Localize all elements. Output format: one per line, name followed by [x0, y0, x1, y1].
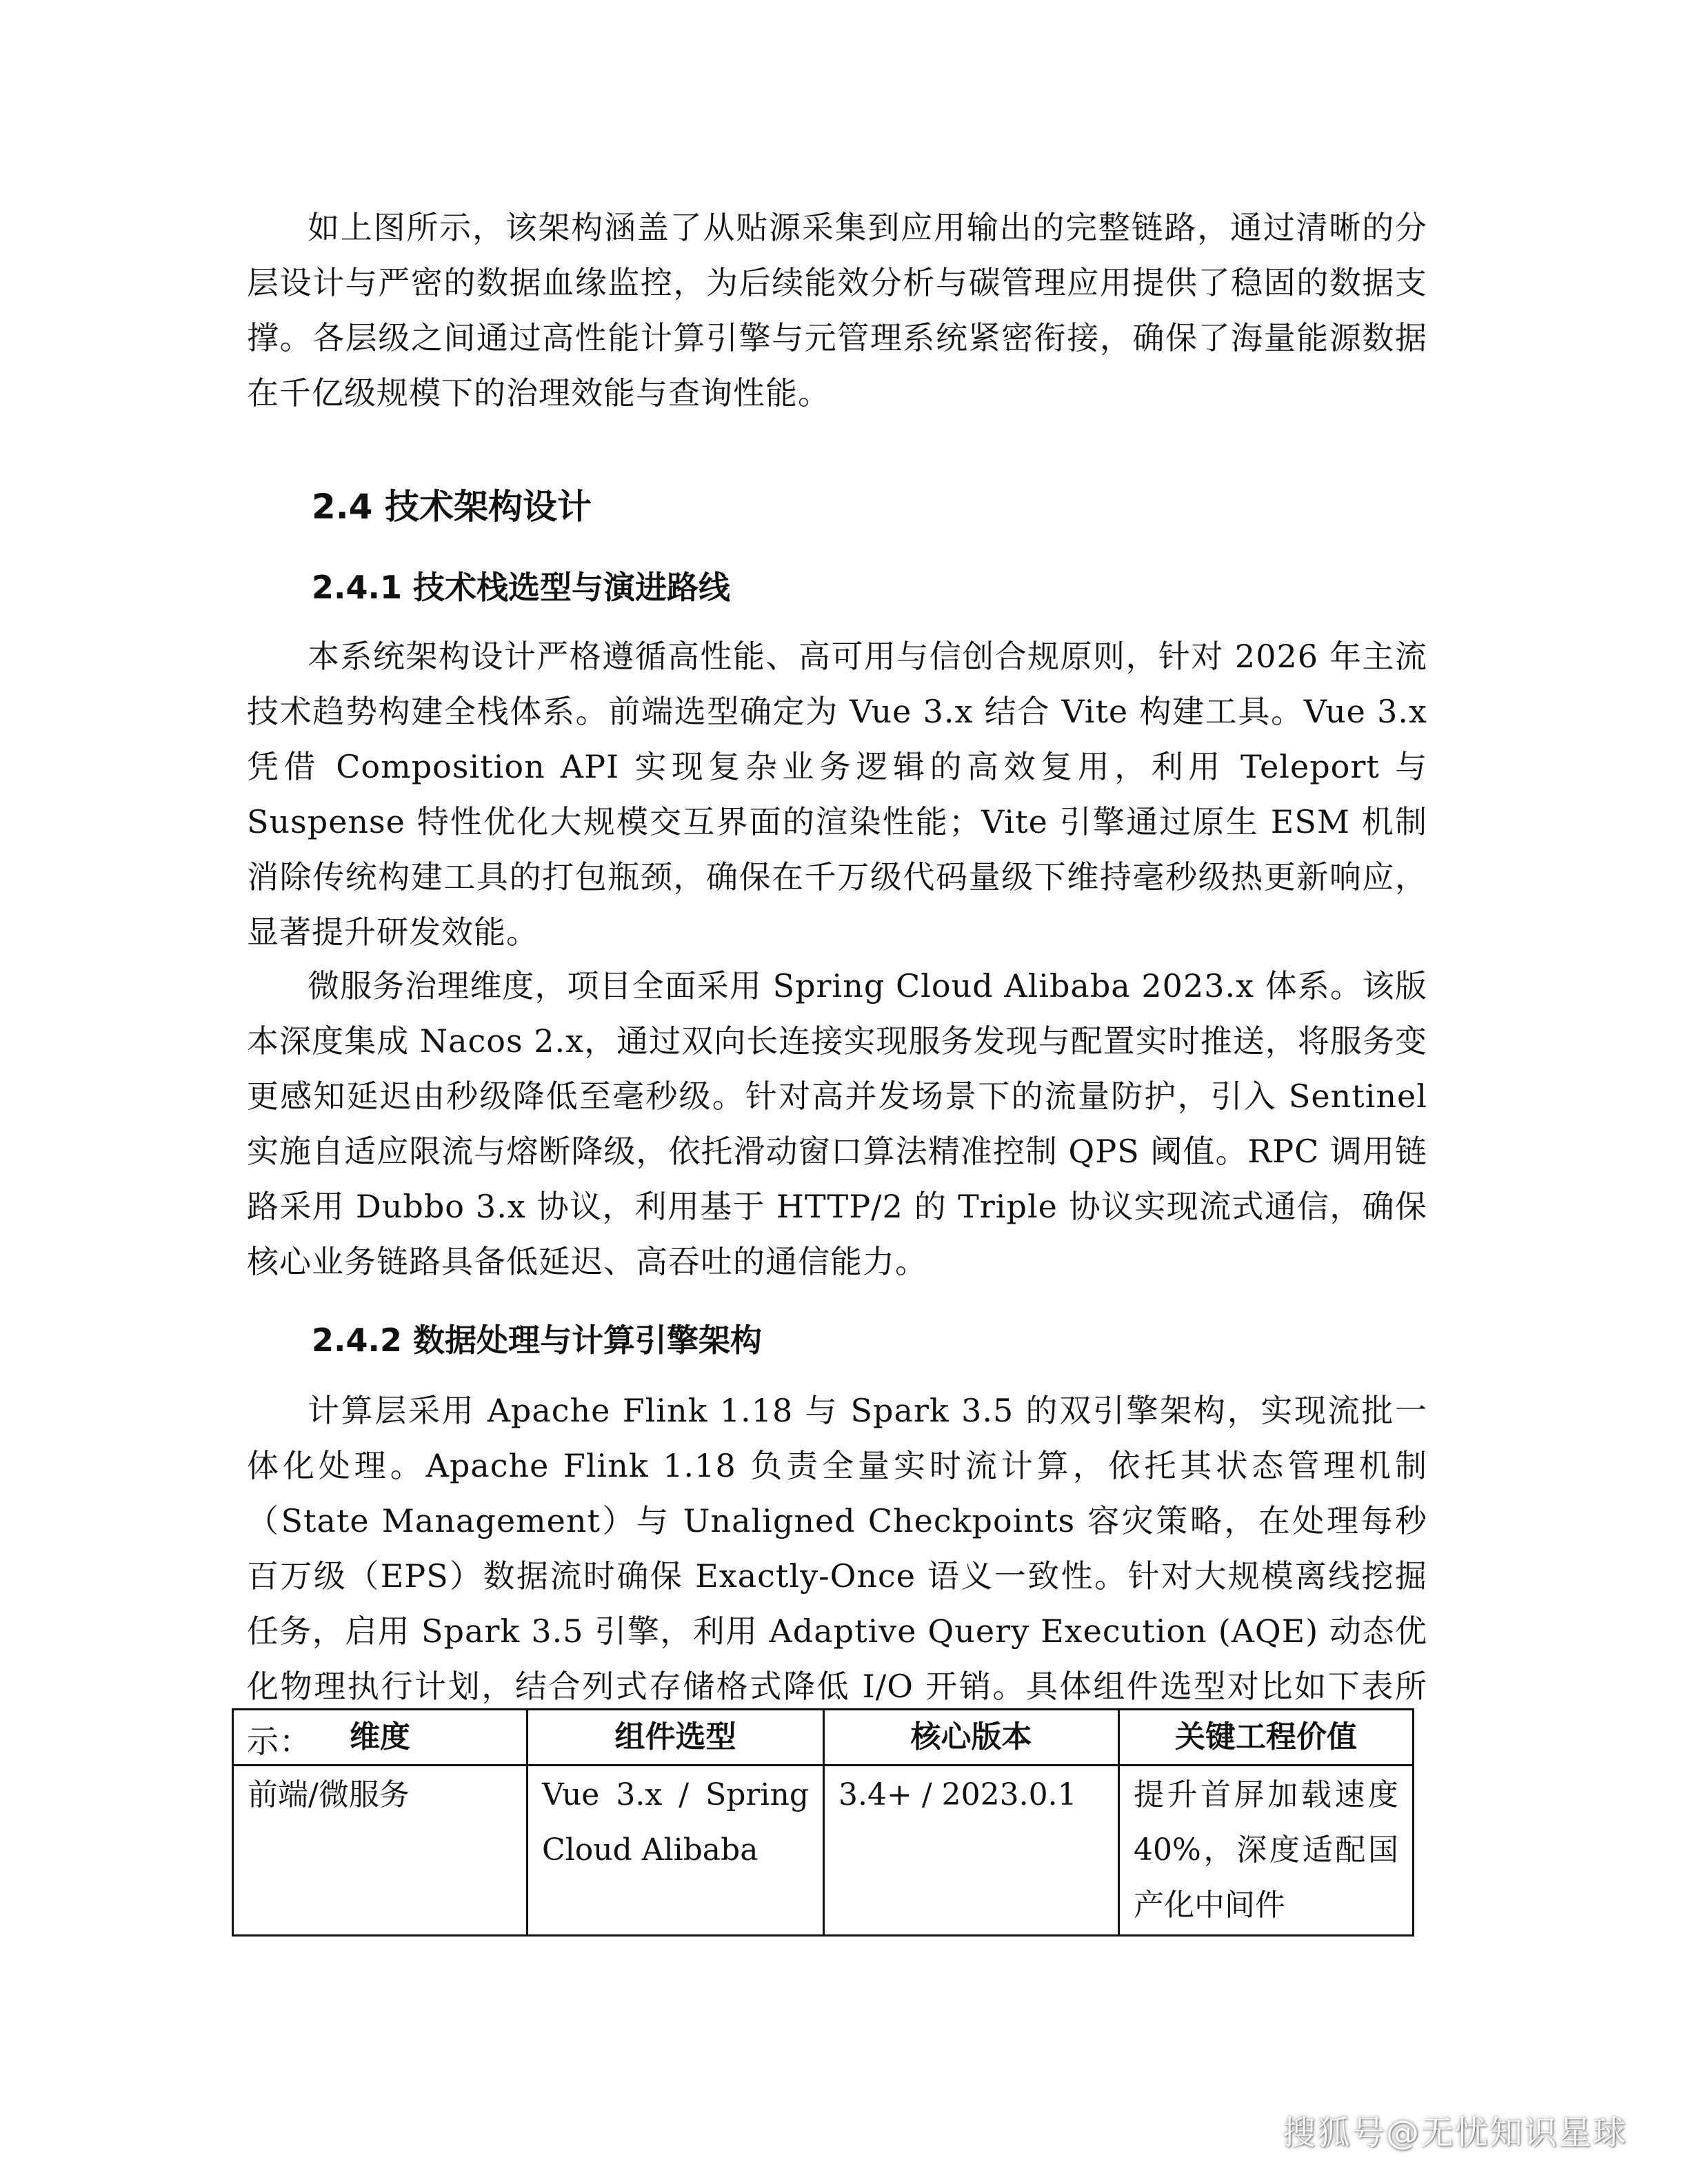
table-cell-value: 提升首屏加载速度 40%，深度适配国产化中间件 — [1119, 1766, 1414, 1936]
source-watermark: 搜狐号@无忧知识星球 — [1282, 2114, 1627, 2152]
table-row — [233, 1766, 1414, 1936]
table-cell-component: Vue 3.x / Spring Cloud Alibaba — [528, 1766, 824, 1936]
section-heading-2-4: 2.4 技术架构设计 — [312, 487, 592, 527]
paragraph-microservice-governance: 微服务治理维度，项目全面采用 Spring Cloud Alibaba 2023.x 体系。该版本深度集成 Nacos 2.x，通过双向长连接实现服务发现与配置实时推送，将服务变更感知延迟由秒级降低至毫秒级。针对高并发场景下的流量防护，引入 Sentinel 实施自适应限流与熔断降级，依托滑动窗口算法精准控制 QPS 阈值。RPC 调用链路采用 Dubbo 3.x 协议，利用基于 HTTP/2 的 Triple 协议实现流式通信，确保核心业务链路具备低延迟、高吞吐的通信能力。 — [247, 967, 1427, 1280]
table-header-row — [233, 1710, 1414, 1766]
subsection-heading-2-4-1: 2.4.1 技术栈选型与演进路线 — [312, 569, 730, 606]
paragraph-architecture-summary: 如上图所示，该架构涵盖了从贴源采集到应用输出的完整链路，通过清晰的分层设计与严密的数据血缘监控，为后续能效分析与碳管理应用提供了稳固的数据支撑。各层级之间通过高性能计算引擎与元管理系统紧密衔接，确保了海量能源数据在千亿级规模下的治理效能与查询性能。 — [247, 209, 1427, 412]
table-header-cell: 维度 — [233, 1710, 528, 1766]
table-header-cell: 核心版本 — [824, 1710, 1119, 1766]
component-comparison-table — [232, 1708, 1414, 1937]
paragraph-frontend-stack: 本系统架构设计严格遵循高性能、高可用与信创合规原则，针对 2026 年主流技术趋势构建全栈体系。前端选型确定为 Vue 3.x 结合 Vite 构建工具。Vue 3.x 凭借 Composition API 实现复杂业务逻辑的高效复用，利用 Teleport 与 Suspense 特性优化大规模交互界面的渲染性能；Vite 引擎通过原生 ESM 机制消除传统构建工具的打包瓶颈，确保在千万级代码量级下维持毫秒级热更新响应，显著提升研发效能。 — [247, 638, 1427, 951]
table-header-cell: 组件选型 — [528, 1710, 824, 1766]
table-cell-version: 3.4+ / 2023.0.1 — [824, 1766, 1119, 1936]
subsection-heading-2-4-2: 2.4.2 数据处理与计算引擎架构 — [312, 1322, 762, 1359]
table-header-cell: 关键工程价值 — [1119, 1710, 1414, 1766]
paragraph-compute-engine: 计算层采用 Apache Flink 1.18 与 Spark 3.5 的双引擎架构，实现流批一体化处理。Apache Flink 1.18 负责全量实时流计算，依托其状态管理机制（State Management）与 Unaligned Checkpoints 容灾策略，在处理每秒百万级（EPS）数据流时确保 Exactly-Once 语义一致性。针对大规模离线挖掘任务，启用 Spark 3.5 引擎，利用 Adaptive Query Execution (AQE) 动态优化物理执行计划，结合列式存储格式降低 I/O 开销。具体组件选型对比如下表所示： — [247, 1392, 1427, 1760]
table-cell-dimension: 前端/微服务 — [233, 1766, 528, 1936]
